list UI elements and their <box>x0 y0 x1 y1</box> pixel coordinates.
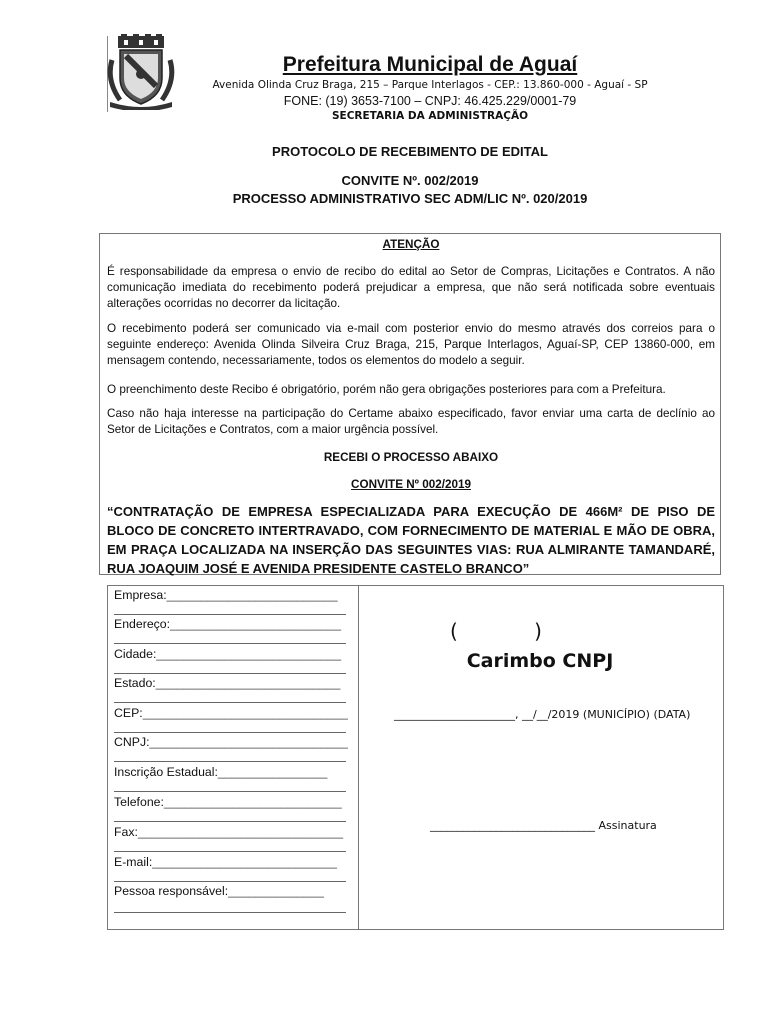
field-label: Endereço: <box>114 617 171 631</box>
field-inscricao-estadual[interactable] <box>114 765 354 779</box>
document-title: PROTOCOLO DE RECEBIMENTO DE EDITAL <box>272 144 548 159</box>
page-title: Prefeitura Municipal de Aguaí <box>282 53 578 76</box>
contract-object: “CONTRATAÇÃO DE EMPRESA ESPECIALIZADA PARA EXECUÇÃO DE 466M² DE PISO DE BLOCO DE CONCRETO INTERTRAVADO, COM FORNECIMENTO DE MATERIAL E MÃO DE OBRA, EM PRAÇA LOCALIZADA NA INSERÇÃO DAS SEGUINTES VIAS: RUA ALMIRANTE TAMANDARÉ, RUA JOAQUIM JOSÉ E AVENIDA PRESIDENTE CASTELO BRANCO” <box>107 504 715 576</box>
field-label: Pessoa responsável: <box>114 884 229 898</box>
field-fax[interactable] <box>114 825 354 839</box>
field-telefone[interactable] <box>114 795 354 809</box>
received-convite: CONVITE Nº 002/2019 <box>351 478 471 491</box>
receipt-form <box>107 585 724 930</box>
field-label: Telefone: <box>114 795 164 809</box>
field-cidade[interactable] <box>114 647 354 661</box>
field-email[interactable] <box>114 855 354 869</box>
field-blank: ___________________________ <box>152 855 337 869</box>
field-blank: ___________________________ <box>156 647 342 661</box>
field-pessoa-responsavel[interactable] <box>114 884 354 898</box>
field-label: Cidade: <box>114 647 157 661</box>
field-blank: ___________________________ <box>155 676 341 690</box>
notice-paragraph-decline: Caso não haja interesse na participação do Certame abaixo especificado, favor enviar uma carta de declínio ao Setor de Licitações e Contratos, com a maior urgência possível. <box>107 407 715 436</box>
field-underline <box>114 761 346 762</box>
field-underline <box>114 791 346 792</box>
field-underline <box>114 851 346 852</box>
field-underline <box>114 643 346 644</box>
field-underline <box>114 702 346 703</box>
field-underline <box>114 881 346 882</box>
field-label: Inscrição Estadual: <box>114 765 218 779</box>
field-label: CEP: <box>114 706 143 720</box>
field-label: Empresa: <box>114 588 167 602</box>
field-endereco[interactable] <box>114 617 354 631</box>
field-empresa[interactable] <box>114 588 354 602</box>
header-address: Avenida Olinda Cruz Braga, 215 – Parque Interlagos - CEP.: 13.860-000 - Aguaí - SP <box>212 79 648 91</box>
form-divider <box>358 585 359 930</box>
field-blank: _____________________________ <box>149 735 348 749</box>
field-estado[interactable] <box>114 676 354 690</box>
field-blank: _________________________ <box>170 617 342 631</box>
notice-heading: ATENÇÃO <box>382 238 440 251</box>
field-underline <box>114 614 346 615</box>
field-underline <box>114 732 346 733</box>
field-label: E-mail: <box>114 855 153 869</box>
field-blank: __________________________ <box>163 795 342 809</box>
field-cep[interactable] <box>114 706 354 720</box>
date-line[interactable]: ______________________, __/__/2019 (MUNICÍPIO) (DATA) <box>394 708 691 721</box>
convite-number: CONVITE Nº. 002/2019 <box>341 173 479 188</box>
field-blank: ______________________________ <box>137 825 344 839</box>
notice-paragraph-email: O recebimento poderá ser comunicado via e-mail com posterior envio do mesmo através dos correios para o seguinte endereço: Avenida Olinda Silveira Cruz Braga, 215, Parque Interlagos, Aguaí-SP, CEP 13860-000, em mensagem contendo, necessariamente, todos os elementos do modelo a seguir. <box>107 322 715 367</box>
stamp-parentheses: ( ) <box>450 619 542 643</box>
field-blank: ______________________________ <box>142 706 348 720</box>
field-label: Estado: <box>114 676 156 690</box>
header-department: SECRETARIA DA ADMINISTRAÇÃO <box>331 110 529 122</box>
processo-number: PROCESSO ADMINISTRATIVO SEC ADM/LIC Nº. 020/2019 <box>232 191 588 206</box>
field-underline <box>114 821 346 822</box>
field-blank: ______________ <box>228 884 324 898</box>
field-label: CNPJ: <box>114 735 150 749</box>
field-underline <box>114 912 346 913</box>
field-label: Fax: <box>114 825 138 839</box>
notice-paragraph-responsibility: É responsabilidade da empresa o envio de recibo do edital ao Setor de Compras, Licitações e Contratos. A não comunicação imediata do recebimento poderá prejudicar a empresa, que não será notificada sobre eventuais alterações ocorridas no decorrer da licitação. <box>107 265 715 310</box>
signature-line[interactable]: ______________________________ Assinatura <box>430 819 657 832</box>
header-phone: FONE: (19) 3653-7100 – CNPJ: 46.425.229/0001-79 <box>283 94 577 108</box>
notice-paragraph-mandatory: O preenchimento deste Recibo é obrigatório, porém não gera obrigações posteriores para com a Prefeitura. <box>107 383 666 396</box>
field-underline <box>114 673 346 674</box>
field-blank: ________________ <box>217 765 328 779</box>
field-cnpj[interactable] <box>114 735 354 749</box>
received-heading: RECEBI O PROCESSO ABAIXO <box>323 451 499 464</box>
field-blank: _________________________ <box>166 588 338 602</box>
stamp-label: Carimbo CNPJ <box>466 650 614 672</box>
